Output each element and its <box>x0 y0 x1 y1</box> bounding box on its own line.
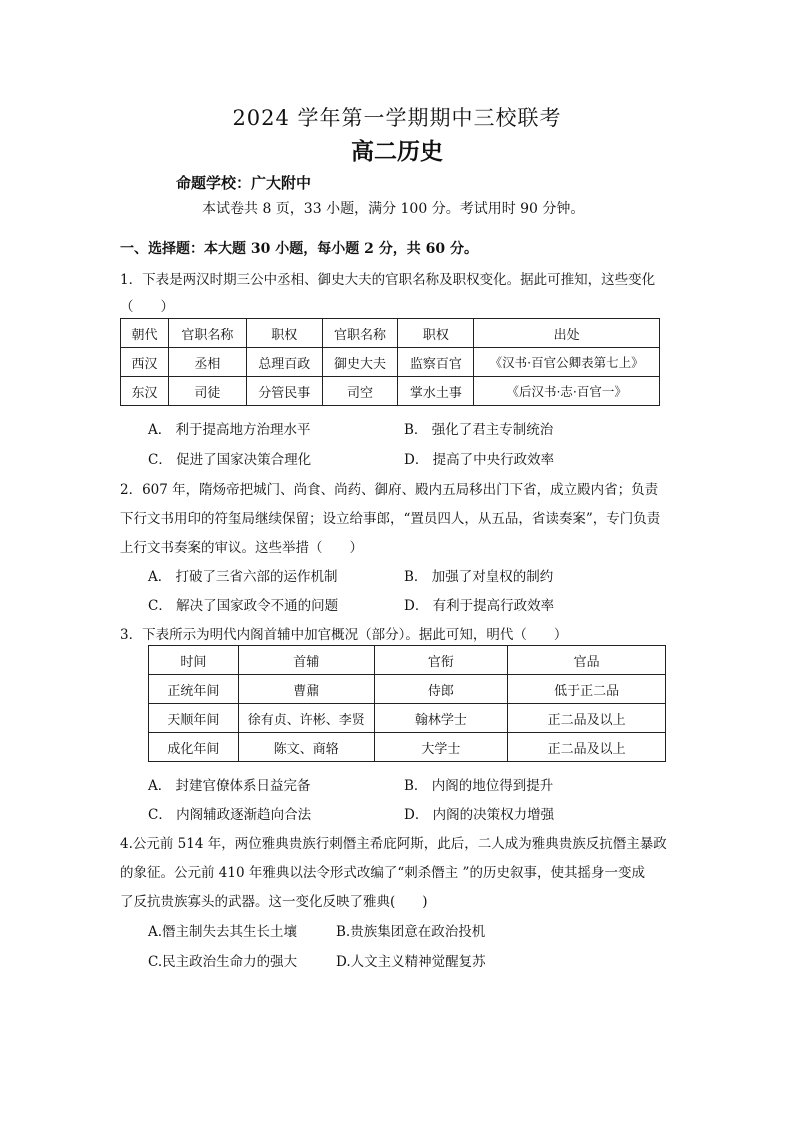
table-cell: 天顺年间 <box>149 704 239 733</box>
q3-option-c[interactable]: C． 内阁辅政逐渐趋向合法 <box>148 807 312 823</box>
table-cell: 翰林学士 <box>374 704 508 733</box>
exam-intro: 本试卷共 8 页，33 小题，满分 100 分。考试用时 90 分钟。 <box>202 201 585 217</box>
table-row <box>121 348 660 377</box>
table-cell: 职权 <box>398 319 474 348</box>
q1-option-a[interactable]: A． 利于提高地方治理水平 <box>148 422 311 438</box>
q2-stem-line2: 下行文书用印的符玺局继续保留；设立给事郎，“置员四人，从五品，省读奏案”，专门负责 <box>120 511 661 527</box>
exam-school: 命题学校：广大附中 <box>176 174 312 192</box>
q3-option-a[interactable]: A． 封建官僚体系日益完备 <box>148 778 311 794</box>
q2-stem-line1: 2．607 年，隋炀帝把城门、尚食、尚药、御府、殿内五局移出门下省，成立殿内省；负责 <box>120 482 659 498</box>
q4-option-b[interactable]: B.贵族集团意在政治投机 <box>336 924 486 940</box>
table-cell: 低于正二品 <box>508 675 666 704</box>
table-row <box>149 675 666 704</box>
table-cell: 成化年间 <box>149 733 239 762</box>
q2-option-a[interactable]: A． 打破了三省六部的运作机制 <box>148 569 338 585</box>
q1-option-c[interactable]: C． 促进了国家决策合理化 <box>148 452 312 468</box>
table-cell: 司徒 <box>168 377 246 406</box>
table-cell: 首辅 <box>238 646 374 675</box>
table-row <box>121 377 660 406</box>
table-cell: 司空 <box>322 377 398 406</box>
table-cell: 正统年间 <box>149 675 239 704</box>
table-cell: 官职名称 <box>168 319 246 348</box>
q3-stem-line1: 3．下表所示为明代内阁首辅中加官概况（部分）。据此可知，明代（ ） <box>120 627 568 643</box>
table-cell: 正二品及以上 <box>508 704 666 733</box>
q1-table <box>120 318 660 406</box>
table-cell: 官衔 <box>374 646 508 675</box>
table-cell: 出处 <box>474 319 660 348</box>
table-row <box>149 733 666 762</box>
q3-option-b[interactable]: B． 内阁的地位得到提升 <box>404 778 554 794</box>
table-cell: 官品 <box>508 646 666 675</box>
q2-stem-line3: 上行文书奏案的审议。这些举措（ ） <box>120 540 363 556</box>
table-header-row <box>121 319 660 348</box>
table-cell: 朝代 <box>121 319 169 348</box>
q4-stem-line2: 的象征。公元前 410 年雅典以法令形式改编了“刺杀僭主 ”的历史叙事，使其摇身一变成 <box>120 865 645 881</box>
table-cell: 徐有贞、许彬、李贤 <box>238 704 374 733</box>
table-cell: 大学士 <box>374 733 508 762</box>
table-cell: 职权 <box>246 319 322 348</box>
section-heading: 一、选择题：本大题 30 小题，每小题 2 分，共 60 分。 <box>120 241 478 257</box>
q2-option-b[interactable]: B． 加强了对皇权的制约 <box>404 569 554 585</box>
table-cell: 正二品及以上 <box>508 733 666 762</box>
table-cell: 监察百官 <box>398 348 474 377</box>
table-cell: 御史大夫 <box>322 348 398 377</box>
table-cell: 《汉书·百官公卿表第七上》 <box>474 348 660 377</box>
table-header-row <box>149 646 666 675</box>
table-cell: 分管民事 <box>246 377 322 406</box>
q4-option-a[interactable]: A.僭主制失去其生长土壤 <box>148 924 298 940</box>
q4-option-d[interactable]: D.人文主义精神觉醒复苏 <box>336 954 486 970</box>
table-cell: 东汉 <box>121 377 169 406</box>
q2-option-c[interactable]: C． 解决了国家政令不通的问题 <box>148 598 339 614</box>
q3-option-d[interactable]: D． 内阁的决策权力增强 <box>404 807 555 823</box>
exam-subject: 高二历史 <box>351 139 443 165</box>
q2-option-d[interactable]: D． 有利于提高行政效率 <box>404 598 555 614</box>
q4-stem-line3: 了反抗贵族寡头的武器。这一变化反映了雅典( ) <box>120 894 428 910</box>
exam-title: 2024 学年第一学期期中三校联考 <box>232 106 562 130</box>
q4-stem-line1: 4.公元前 514 年，两位雅典贵族行刺僭主希庇阿斯，此后，二人成为雅典贵族反抗僭主暴政 <box>120 836 667 852</box>
table-cell: 官职名称 <box>322 319 398 348</box>
table-cell: 时间 <box>149 646 239 675</box>
q3-table <box>148 645 666 762</box>
table-row <box>149 704 666 733</box>
q1-option-d[interactable]: D． 提高了中央行政效率 <box>404 452 555 468</box>
q1-stem-line1: 1．下表是两汉时期三公中丞相、御史大夫的官职名称及职权变化。据此可推知，这些变化 <box>120 272 656 288</box>
table-cell: 曹鼐 <box>238 675 374 704</box>
table-cell: 西汉 <box>121 348 169 377</box>
q1-stem-line2: （ ） <box>120 299 174 315</box>
table-cell: 总理百政 <box>246 348 322 377</box>
table-cell: 陈文、商辂 <box>238 733 374 762</box>
q1-option-b[interactable]: B． 强化了君主专制统治 <box>404 422 554 438</box>
table-cell: 丞相 <box>168 348 246 377</box>
table-cell: 《后汉书·志·百官一》 <box>474 377 660 406</box>
q4-option-c[interactable]: C.民主政治生命力的强大 <box>148 954 298 970</box>
table-cell: 掌水土事 <box>398 377 474 406</box>
table-cell: 侍郎 <box>374 675 508 704</box>
